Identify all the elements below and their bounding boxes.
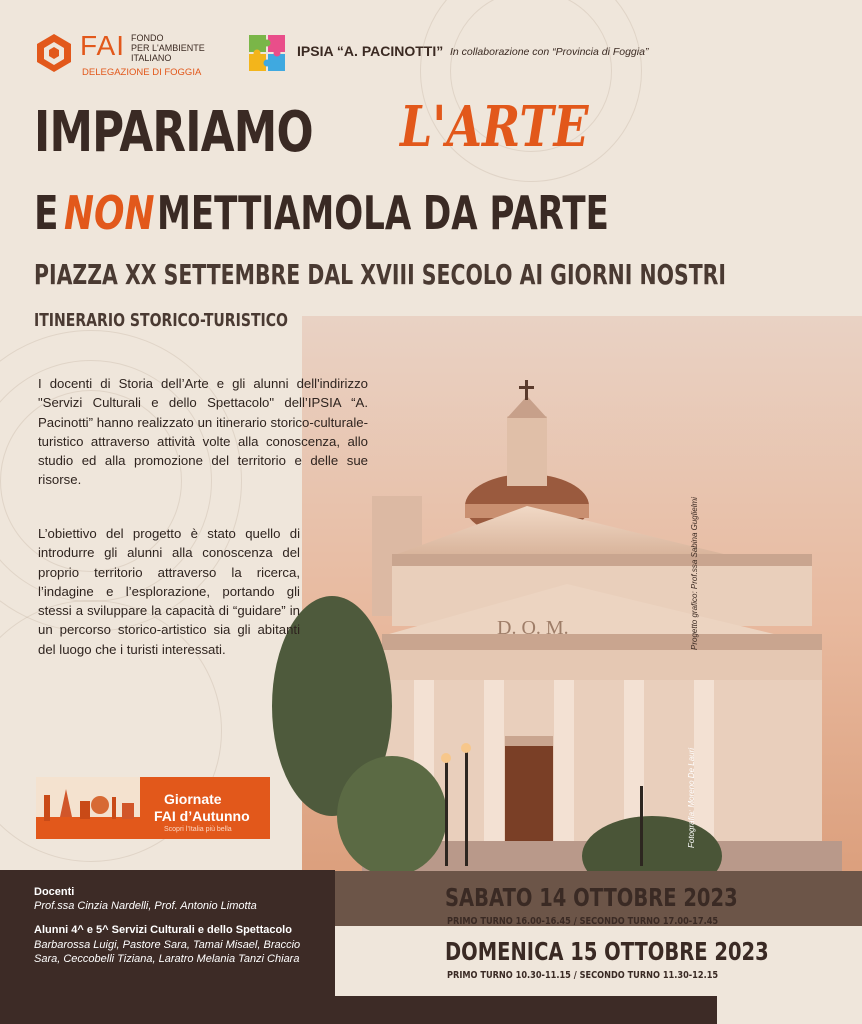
bottom-bar (0, 996, 717, 1024)
event-date-saturday: SABATO 14 OTTOBRE 2023 (445, 883, 738, 912)
fai-wordmark: FAI (80, 30, 126, 61)
skyline-illustration (36, 777, 140, 839)
title-line2-start: E (34, 186, 59, 240)
ipsia-puzzle-logo-icon (248, 34, 286, 72)
credits-panel (0, 870, 335, 996)
event-date-sunday: DOMENICA 15 OTTOBRE 2023 (445, 937, 769, 966)
fai-delegation: DELEGAZIONE DI FOGGIA (82, 67, 202, 78)
title-line2-accent: NON (64, 186, 155, 240)
facade-inscription: D. O. M. (497, 617, 569, 639)
saturday-turns: PRIMO TURNO 16.00-16.45 / SECONDO TURNO 17.00-17.45 (447, 916, 719, 927)
title-line1-accent: L'ARTE (400, 94, 589, 160)
header (0, 22, 717, 92)
fai-logo-icon (34, 32, 74, 74)
graphic-credit: Progetto grafico: Prof.ssa Sabina Guglielmi (690, 497, 699, 650)
badge-line2: FAI d’Autunno (154, 808, 250, 824)
sunday-turns: PRIMO TURNO 10.30-11.15 / SECONDO TURNO 11.30-12.15 (447, 970, 719, 981)
students-heading: Alunni 4^ e 5^ Servizi Culturali e dello Spettacolo (34, 924, 292, 936)
giornate-fai-badge (36, 777, 270, 839)
students-list: Barbarossa Luigi, Pastore Sara, Tamai Misael, Braccio Sara, Ceccobelli Tiziana, Laratro Melania Tanzi Chiara (34, 939, 301, 965)
fai-subtitle: FONDO PER L'AMBIENTE ITALIANO (131, 33, 205, 63)
objective-paragraph: L’obiettivo del progetto è stato quello di introdurre gli alunni alla conoscenza del proprio territorio attraverso la ricerca, l’indagine e l’esplorazione, portando gli stessi a sviluppare la capacità di “guidare” in un percorso storico-artistico sia gli abitanti del luogo che i turisti interessati. (38, 526, 300, 657)
badge-tagline: Scopri l’Italia più bella (164, 826, 232, 833)
subtitle: PIAZZA XX SETTEMBRE DAL XVIII SECOLO AI GIORNI NOSTRI (34, 258, 727, 291)
badge-line1: Giornate (164, 791, 222, 807)
title-line1: IMPARIAMO (34, 100, 313, 165)
ipsia-name: IPSIA “A. PACINOTTI” (297, 43, 444, 59)
collaboration-note: In collaborazione con “Provincia di Foggia” (450, 46, 649, 58)
photo-credit: Fotografia: Moreno De Lauri (687, 747, 696, 848)
teachers-heading: Docenti (34, 886, 75, 898)
kicker: ITINERARIO STORICO-TURISTICO (34, 310, 288, 331)
title-line2-end: METTIAMOLA DA PARTE (157, 186, 609, 240)
intro-paragraph: I docenti di Storia dell’Arte e gli alunni dell'indirizzo "Servizi Culturali e dello Spettacolo" dell’IPSIA “A. Pacinotti” hanno realizzato un itinerario storico-culturale-turistico attraverso attività volte alla conoscenza, allo studio ed alla promozione del territorio e delle sue risorse. (38, 376, 368, 488)
church-photo (302, 316, 862, 926)
teachers-list: Prof.ssa Cinzia Nardelli, Prof. Antonio Limotta (34, 900, 257, 912)
